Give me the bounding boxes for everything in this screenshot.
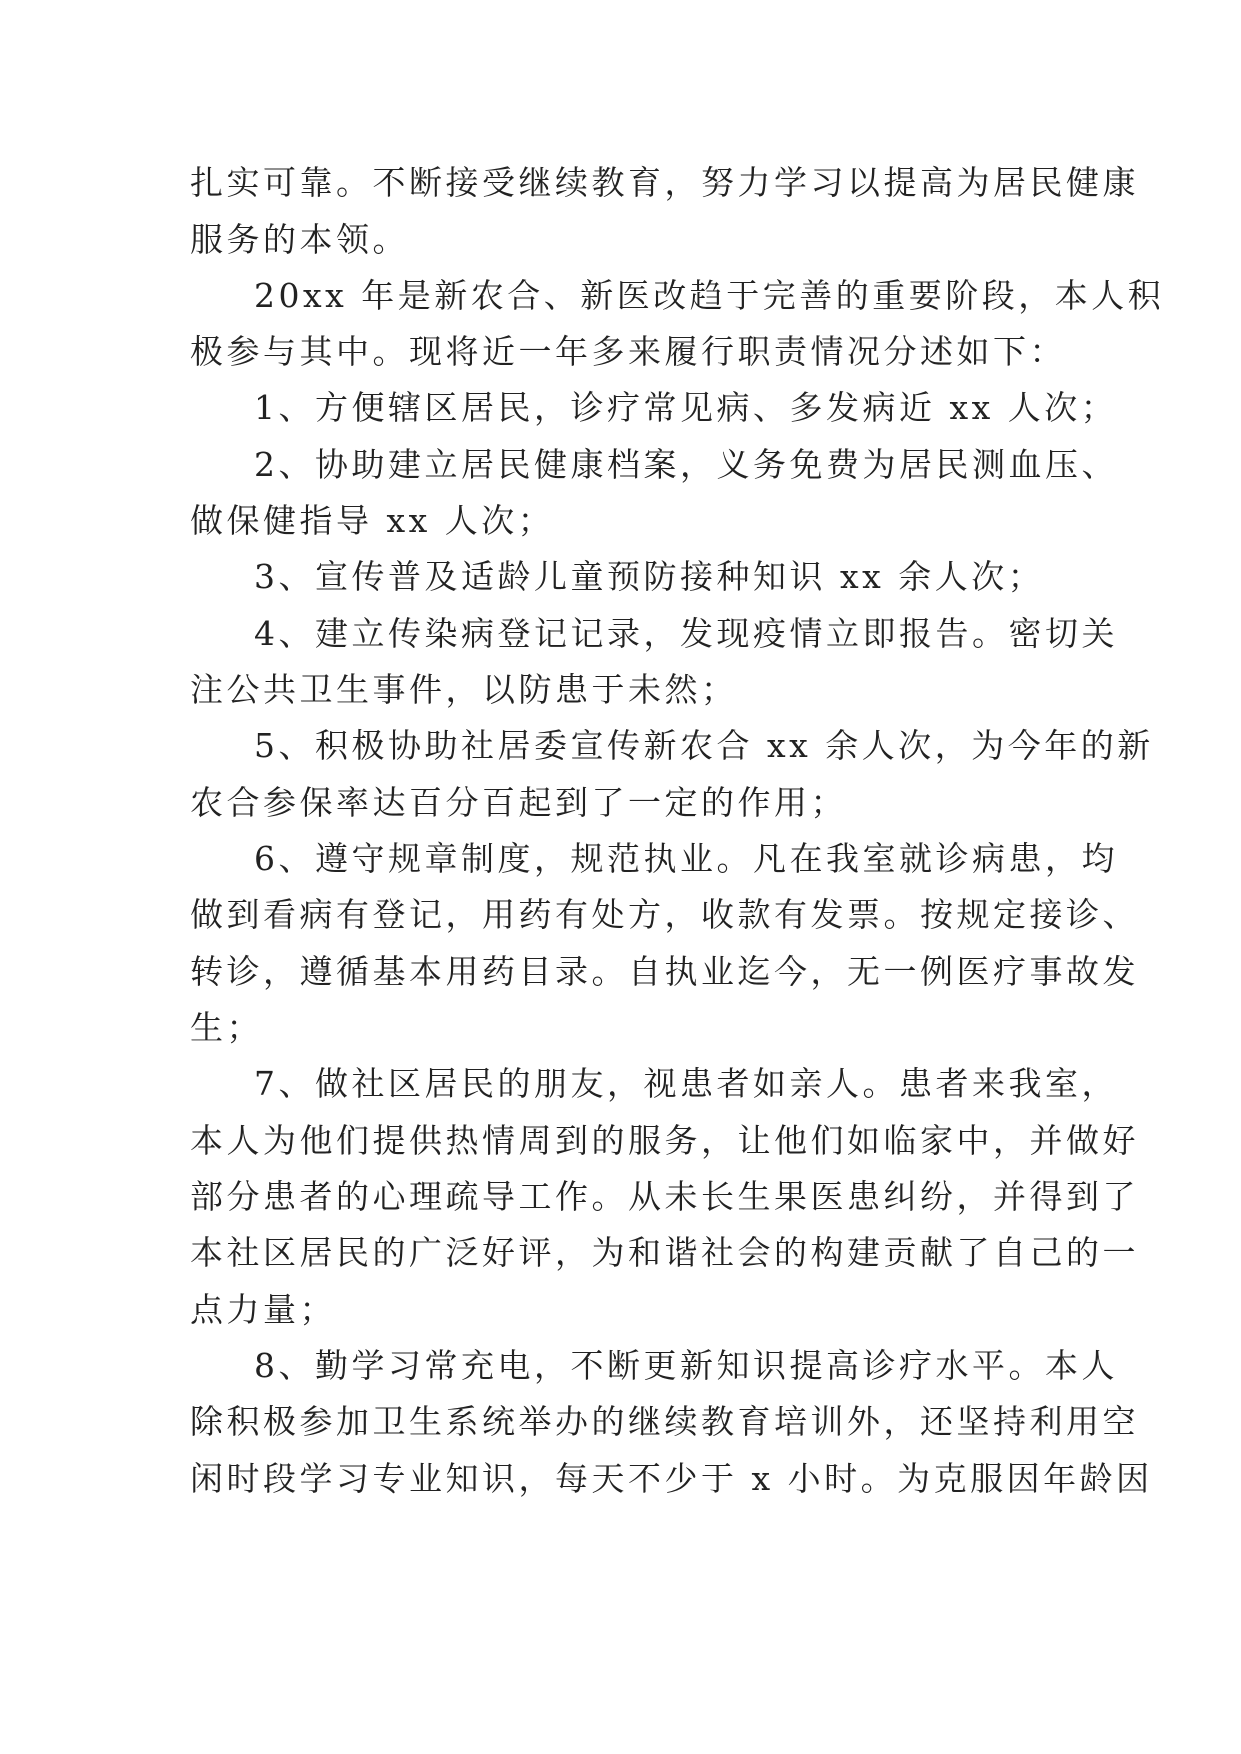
list-item-1: 1、方便辖区居民，诊疗常见病、多发病近 xx 人次； bbox=[254, 388, 1118, 427]
text-line: 扎实可靠。不断接受继续教育，努力学习以提高为居民健康 bbox=[190, 163, 1139, 202]
text-line: 农合参保率达百分百起到了一定的作用； bbox=[190, 783, 847, 822]
text-line: 极参与其中。现将近一年多来履行职责情况分述如下： bbox=[190, 332, 1066, 371]
list-item-2: 2、协助建立居民健康档案，义务免费为居民测血压、 bbox=[254, 445, 1118, 484]
text-line: 服务的本领。 bbox=[190, 220, 409, 259]
text-line: 本人为他们提供热情周到的服务，让他们如临家中，并做好 bbox=[190, 1121, 1139, 1160]
text-line: 做保健指导 xx 人次； bbox=[190, 501, 555, 540]
text-line: 部分患者的心理疏导工作。从未长生果医患纠纷，并得到了 bbox=[190, 1177, 1139, 1216]
paragraph-start-line: 20xx 年是新农合、新医改趋于完善的重要阶段，本人积 bbox=[254, 276, 1165, 315]
text-line: 做到看病有登记，用药有处方，收款有发票。按规定接诊、 bbox=[190, 895, 1139, 934]
text-line: 除积极参加卫生系统举办的继续教育培训外，还坚持利用空 bbox=[190, 1402, 1139, 1441]
text-line: 闲时段学习专业知识，每天不少于 x 小时。为克服因年龄因 bbox=[190, 1459, 1153, 1498]
list-item-3: 3、宣传普及适龄儿童预防接种知识 xx 余人次； bbox=[254, 557, 1045, 596]
list-item-8: 8、勤学习常充电，不断更新知识提高诊疗水平。本人 bbox=[254, 1346, 1118, 1385]
list-item-7: 7、做社区居民的朋友，视患者如亲人。患者来我室， bbox=[254, 1064, 1118, 1103]
list-item-4: 4、建立传染病登记记录，发现疫情立即报告。密切关 bbox=[254, 614, 1118, 653]
text-line: 点力量； bbox=[190, 1290, 336, 1329]
list-item-6: 6、遵守规章制度，规范执业。凡在我室就诊病患，均 bbox=[254, 839, 1118, 878]
list-item-5: 5、积极协助社居委宣传新农合 xx 余人次，为今年的新 bbox=[254, 726, 1154, 765]
text-line: 转诊，遵循基本用药目录。自执业迄今，无一例医疗事故发 bbox=[190, 952, 1139, 991]
text-line: 注公共卫生事件，以防患于未然； bbox=[190, 670, 738, 709]
text-line: 本社区居民的广泛好评，为和谐社会的构建贡献了自己的一 bbox=[190, 1233, 1139, 1272]
text-line: 生； bbox=[190, 1008, 263, 1047]
